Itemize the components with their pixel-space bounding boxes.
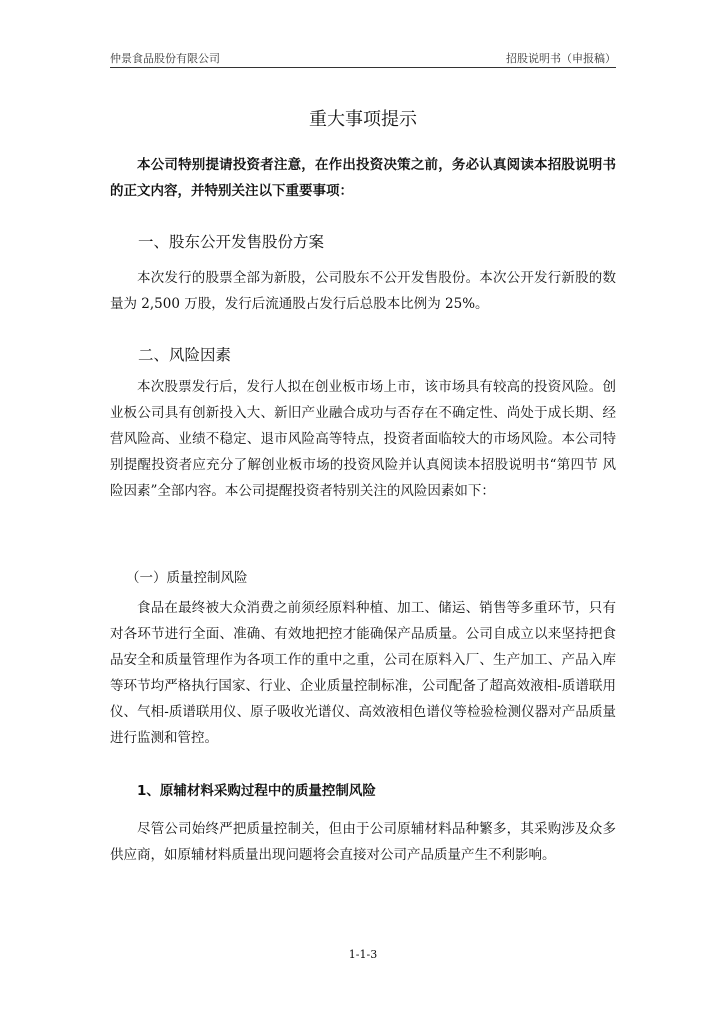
page-header [110,50,616,66]
item-1-body: 尽管公司始终严把质量控制关，但由于公司原辅材料品种繁多，其采购涉及众多供应商，如原辅材料质量出现问题将会直接对公司产品质量产生不利影响。 [110,821,616,863]
section-1-body: 本次发行的股票全部为新股，公司股东不公开发售股份。本次公开发行新股的数量为 2,500 万股，发行后流通股占发行后总股本比例为 25%。 [110,270,616,312]
section-2-body: 本次股票发行后，发行人拟在创业板市场上市，该市场具有较高的投资风险。创业板公司具有创新投入大、新旧产业融合成功与否存在不确定性、尚处于成长期、经营风险高、业绩不稳定、退市风险高等特点，投资者面临较大的市场风险。本公司特别提醒投资者应充分了解创业板市场的投资风险并认真阅读本招股说明书“第四节 风险因素”全部内容。本公司提醒投资者特别关注的风险因素如下： [110,379,616,499]
subsection-1-body: 食品在最终被大众消费之前须经原料种植、加工、储运、销售等多重环节，只有对各环节进行全面、准确、有效地把控才能确保产品质量。公司自成立以来坚持把食品安全和质量管理作为各项工作的重中之重，公司在原料入厂、生产加工、产品入库等环节均严格执行国家、行业、企业质量控制标准，公司配备了超高效液相-质谱联用仪、气相-质谱联用仪、原子吸收光谱仪、高效液相色谱仪等检验检测仪器对产品质量进行监测和管控。 [110,600,616,746]
section-2-heading: 二、风险因素 [138,346,232,364]
page-number: 1-1-3 [348,948,378,961]
header-company-name: 仲景食品股份有限公司 [110,52,220,65]
item-1-heading: 1、原辅材料采购过程中的质量控制风险 [137,783,376,799]
subsection-1-heading: （一）质量控制风险 [126,570,248,586]
section-1-heading: 一、股东公开发售股份方案 [138,233,325,251]
header-rule [110,67,616,68]
header-document-name: 招股说明书（申报稿） [506,52,616,65]
page-title: 重大事项提示 [309,109,417,130]
intro-paragraph: 本公司特别提请投资者注意，在作出投资决策之前，务必认真阅读本招股说明书的正文内容，并特别关注以下重要事项： [110,157,616,199]
